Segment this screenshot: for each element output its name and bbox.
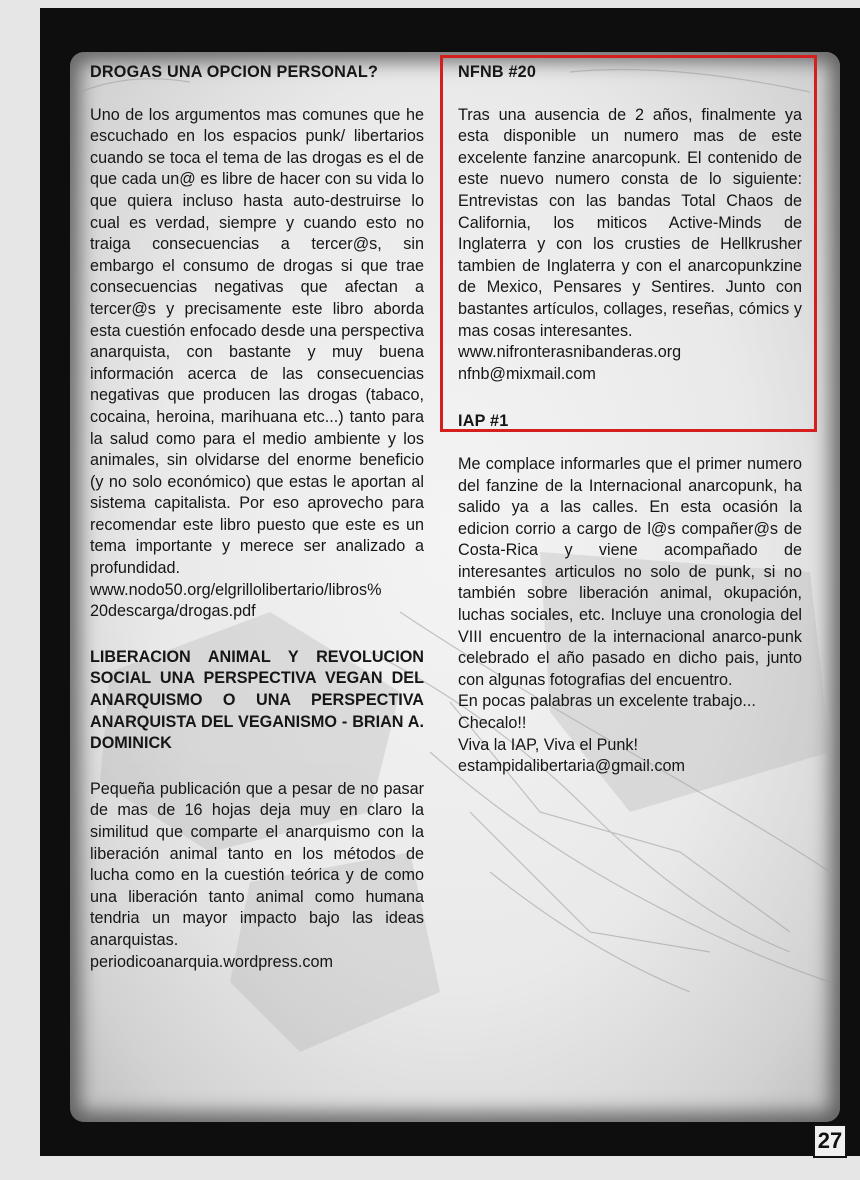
highlight-annotation-box: [440, 55, 817, 432]
article-title-liberacion: LIBERACION ANIMAL Y REVOLUCION SOCIAL UNA PERSPECTIVA VEGAN DEL ANARQUISMO O UNA PERSPECTIVA ANARQUISTA DEL VEGANISMO - BRIAN A. DOMINICK: [90, 647, 424, 753]
article-email-iap[interactable]: estampidalibertaria@gmail.com: [458, 757, 685, 776]
article-title-nfnb: NFNB #20: [458, 63, 537, 81]
article-body-liberacion: Pequeña publicación que a pesar de no pasar de mas de 16 hojas deja muy en claro la similitud que comparte el anarquismo con la liberación animal tanto en los métodos de lucha como en la cuestión teórica y de como una liberación tanto animal como humana tendria un mayor impacto bajo las ideas anarquistas.: [90, 779, 424, 949]
article-closing-iap-1: En pocas palabras un excelente trabajo... Checalo!!: [458, 692, 756, 733]
article-title-iap: IAP #1: [458, 412, 509, 431]
article-closing-iap-2: Viva la IAP, Viva el Punk!: [458, 735, 638, 754]
article-link-nfnb-web[interactable]: www.nifronterasnibanderas.org: [458, 343, 682, 362]
article-body-iap: Me complace informarles que el primer numero del fanzine de la Internacional anarcopunk, ha salido ya a las calles. En esta ocasión la edicion corrio a cargo de l@s compañer@s de Costa-Rica y viene acompañado de interesantes articulos no solo de punk, si no también sobre liberación animal, okupación, luchas sociales, etc. Incluye una cronologia del VIII encuentro de la internacional anarco-punk celebrado el año pasado en dicho pais, junto con algunas fotografias del encuentro.: [458, 454, 802, 689]
article-link-liberacion[interactable]: periodicoanarquia.wordpress.com: [90, 952, 333, 971]
article-body-drogas: Uno de los argumentos mas comunes que he escuchado en los espacios punk/ libertarios cuando se toca el tema de las drogas es el de que cada un@ es libre de hacer con su vida lo que quiera incluso hasta auto-destruirse lo cual es verdad, siempre y cuando esto no traiga consecuencias a tercer@s, sin embargo el consumo de drogas si que trae consecuencias negativas que afectan a tercer@s y precisamente este libro aborda esta cuestión enfocado desde una perspectiva anarquista, con bastante y muy buena información acerca de las consecuencias negativas que producen las drogas (tabaco, cocaina, heroina, marihuana etc...) tanto para la salud como para el medio ambiente y los animales, sin olvidarse del enorme beneficio (y no solo económico) que estas le aportan al sistema capitalista. Por eso aprovecho para recomendar este libro puesto que este es un tema importante y merece ser analizado a profundidad.: [90, 105, 424, 578]
article-link-nfnb-email[interactable]: nfnb@mixmail.com: [458, 364, 596, 383]
article-link-drogas-2[interactable]: 20descarga/drogas.pdf: [90, 602, 256, 621]
page-number: 27: [813, 1124, 847, 1158]
article-link-drogas-1[interactable]: www.nodo50.org/elgrillolibertario/libros%: [90, 580, 382, 599]
article-title-drogas: DROGAS UNA OPCION PERSONAL?: [90, 63, 379, 81]
left-column: [90, 62, 424, 973]
article-body-nfnb: Tras una ausencia de 2 años, finalmente ya esta disponible un numero mas de este excelente fanzine anarcopunk. El contenido de este nuevo numero consta de lo siguiente: Entrevistas con las bandas Total Chaos de California, los miticos Active-Minds de Inglaterra y con los crusties de Hellkrusher tambien de Inglaterra y con el anarcopunkzine de Mexico, Pensares y Sentires. Junto con bastantes artículos, collages, reseñas, cómics y mas cosas interesantes.: [458, 105, 802, 340]
